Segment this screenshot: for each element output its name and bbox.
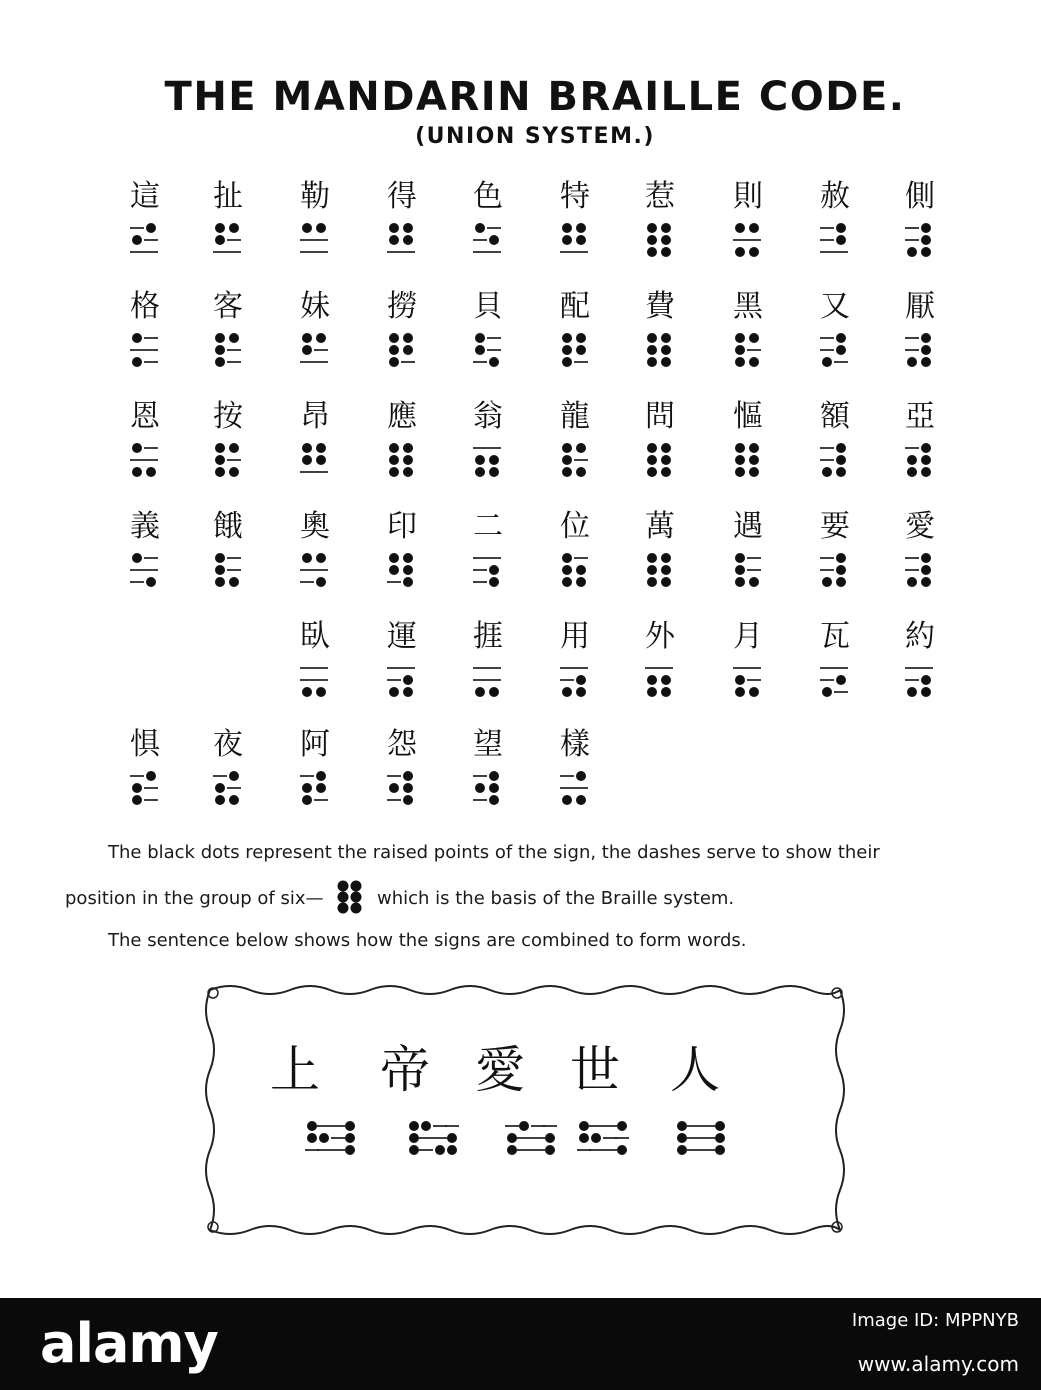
chinese-character: 阿 [300,727,330,762]
raised-dot [677,1145,687,1155]
chinese-character: 按 [213,399,243,434]
explanation-line-3: The sentence below shows how the signs are combined to form words. [108,930,747,951]
sentence-character: 上 [270,1041,320,1099]
chinese-character: 印 [387,509,417,544]
chinese-character: 要 [820,509,850,544]
chinese-character: 問 [645,399,675,434]
raised-dot [677,1133,687,1143]
raised-dot [409,1145,419,1155]
chinese-character: 恩 [130,399,160,434]
watermark-footer [0,1298,1041,1390]
sentence-character: 帝 [380,1041,430,1099]
chinese-character: 惧 [130,727,160,762]
chinese-character: 外 [645,619,675,654]
chinese-character: 龍 [560,399,590,434]
raised-dot [421,1121,431,1131]
raised-dot [507,1133,517,1143]
chinese-character: 又 [820,289,850,324]
sentence-character: 世 [570,1041,620,1099]
chinese-character: 運 [387,619,417,654]
chinese-character: 扯 [213,179,243,214]
chinese-character: 奧 [300,509,330,544]
chinese-character: 妹 [300,289,330,324]
raised-dot [507,1145,517,1155]
chinese-character: 貝 [473,289,503,324]
sentence-character: 愛 [475,1041,525,1099]
chinese-character: 昂 [300,399,330,434]
raised-dot [715,1133,725,1143]
raised-dot [579,1121,589,1131]
raised-dot [617,1145,627,1155]
footer-url: www.alamy.com [857,1352,1019,1376]
chinese-character: 額 [820,399,850,434]
chinese-character: 勒 [300,179,330,214]
chinese-character: 臥 [300,619,330,654]
chinese-character: 樣 [560,727,590,762]
chinese-character: 特 [560,179,590,214]
sentence-character: 人 [670,1041,720,1099]
chinese-character: 愛 [905,509,935,544]
raised-dot [409,1133,419,1143]
chinese-character: 月 [733,619,763,654]
raised-dot [435,1145,445,1155]
chinese-character: 色 [473,179,503,214]
chinese-character: 約 [905,619,935,654]
raised-dot [519,1121,529,1131]
chinese-character: 餓 [213,509,243,544]
page-subtitle: (UNION SYSTEM.) [415,124,655,149]
chinese-character: 瓦 [820,619,850,654]
raised-dot [447,1145,457,1155]
chinese-character: 亞 [905,399,935,434]
raised-dot [319,1133,329,1143]
raised-dot [447,1133,457,1143]
chinese-character: 夜 [213,727,243,762]
alamy-logo: alamy [40,1312,218,1375]
raised-dot [345,1145,355,1155]
chinese-character: 側 [905,179,935,214]
raised-dot [307,1121,317,1131]
chinese-character: 格 [130,289,160,324]
chinese-character: 二 [473,509,503,544]
chinese-character: 遇 [733,509,763,544]
explanation-line-1: The black dots represent the raised points of the sign, the dashes serve to show their [108,842,880,863]
image-id: Image ID: MPPNYB [851,1310,1019,1331]
raised-dot [715,1121,725,1131]
chinese-character: 望 [473,727,503,762]
raised-dot [345,1121,355,1131]
explanation-line-2-end: which is the basis of the Braille system. [376,888,735,909]
chinese-character: 應 [387,399,417,434]
chinese-character: 捱 [473,619,503,654]
chinese-character: 厭 [905,289,935,324]
raised-dot [591,1133,601,1143]
raised-dot [409,1121,419,1131]
raised-dot [307,1133,317,1143]
raised-dot [579,1133,589,1143]
chinese-character: 惹 [645,179,675,214]
chinese-character: 怨 [387,727,417,762]
chinese-character: 客 [213,289,243,324]
chinese-character: 翁 [473,399,503,434]
chinese-character: 則 [733,179,763,214]
page-title: THE MANDARIN BRAILLE CODE. [164,74,906,120]
chinese-character: 得 [387,179,417,214]
raised-dot [545,1145,555,1155]
chinese-character: 配 [560,289,590,324]
chinese-character: 萬 [645,509,675,544]
chinese-character: 黑 [733,289,763,324]
chinese-character: 位 [560,509,590,544]
chinese-character: 這 [130,179,160,214]
raised-dot [545,1133,555,1143]
chinese-character: 用 [560,619,590,654]
chinese-character: 義 [130,509,160,544]
chinese-character: 赦 [820,179,850,214]
explanation-line-2-start: position in the group of six— [65,888,324,909]
chinese-character: 費 [645,289,675,324]
chinese-character: 慪 [733,399,763,434]
chinese-character: 撈 [387,289,417,324]
raised-dot [617,1121,627,1131]
raised-dot [677,1121,687,1131]
raised-dot [345,1133,355,1143]
raised-dot [715,1145,725,1155]
